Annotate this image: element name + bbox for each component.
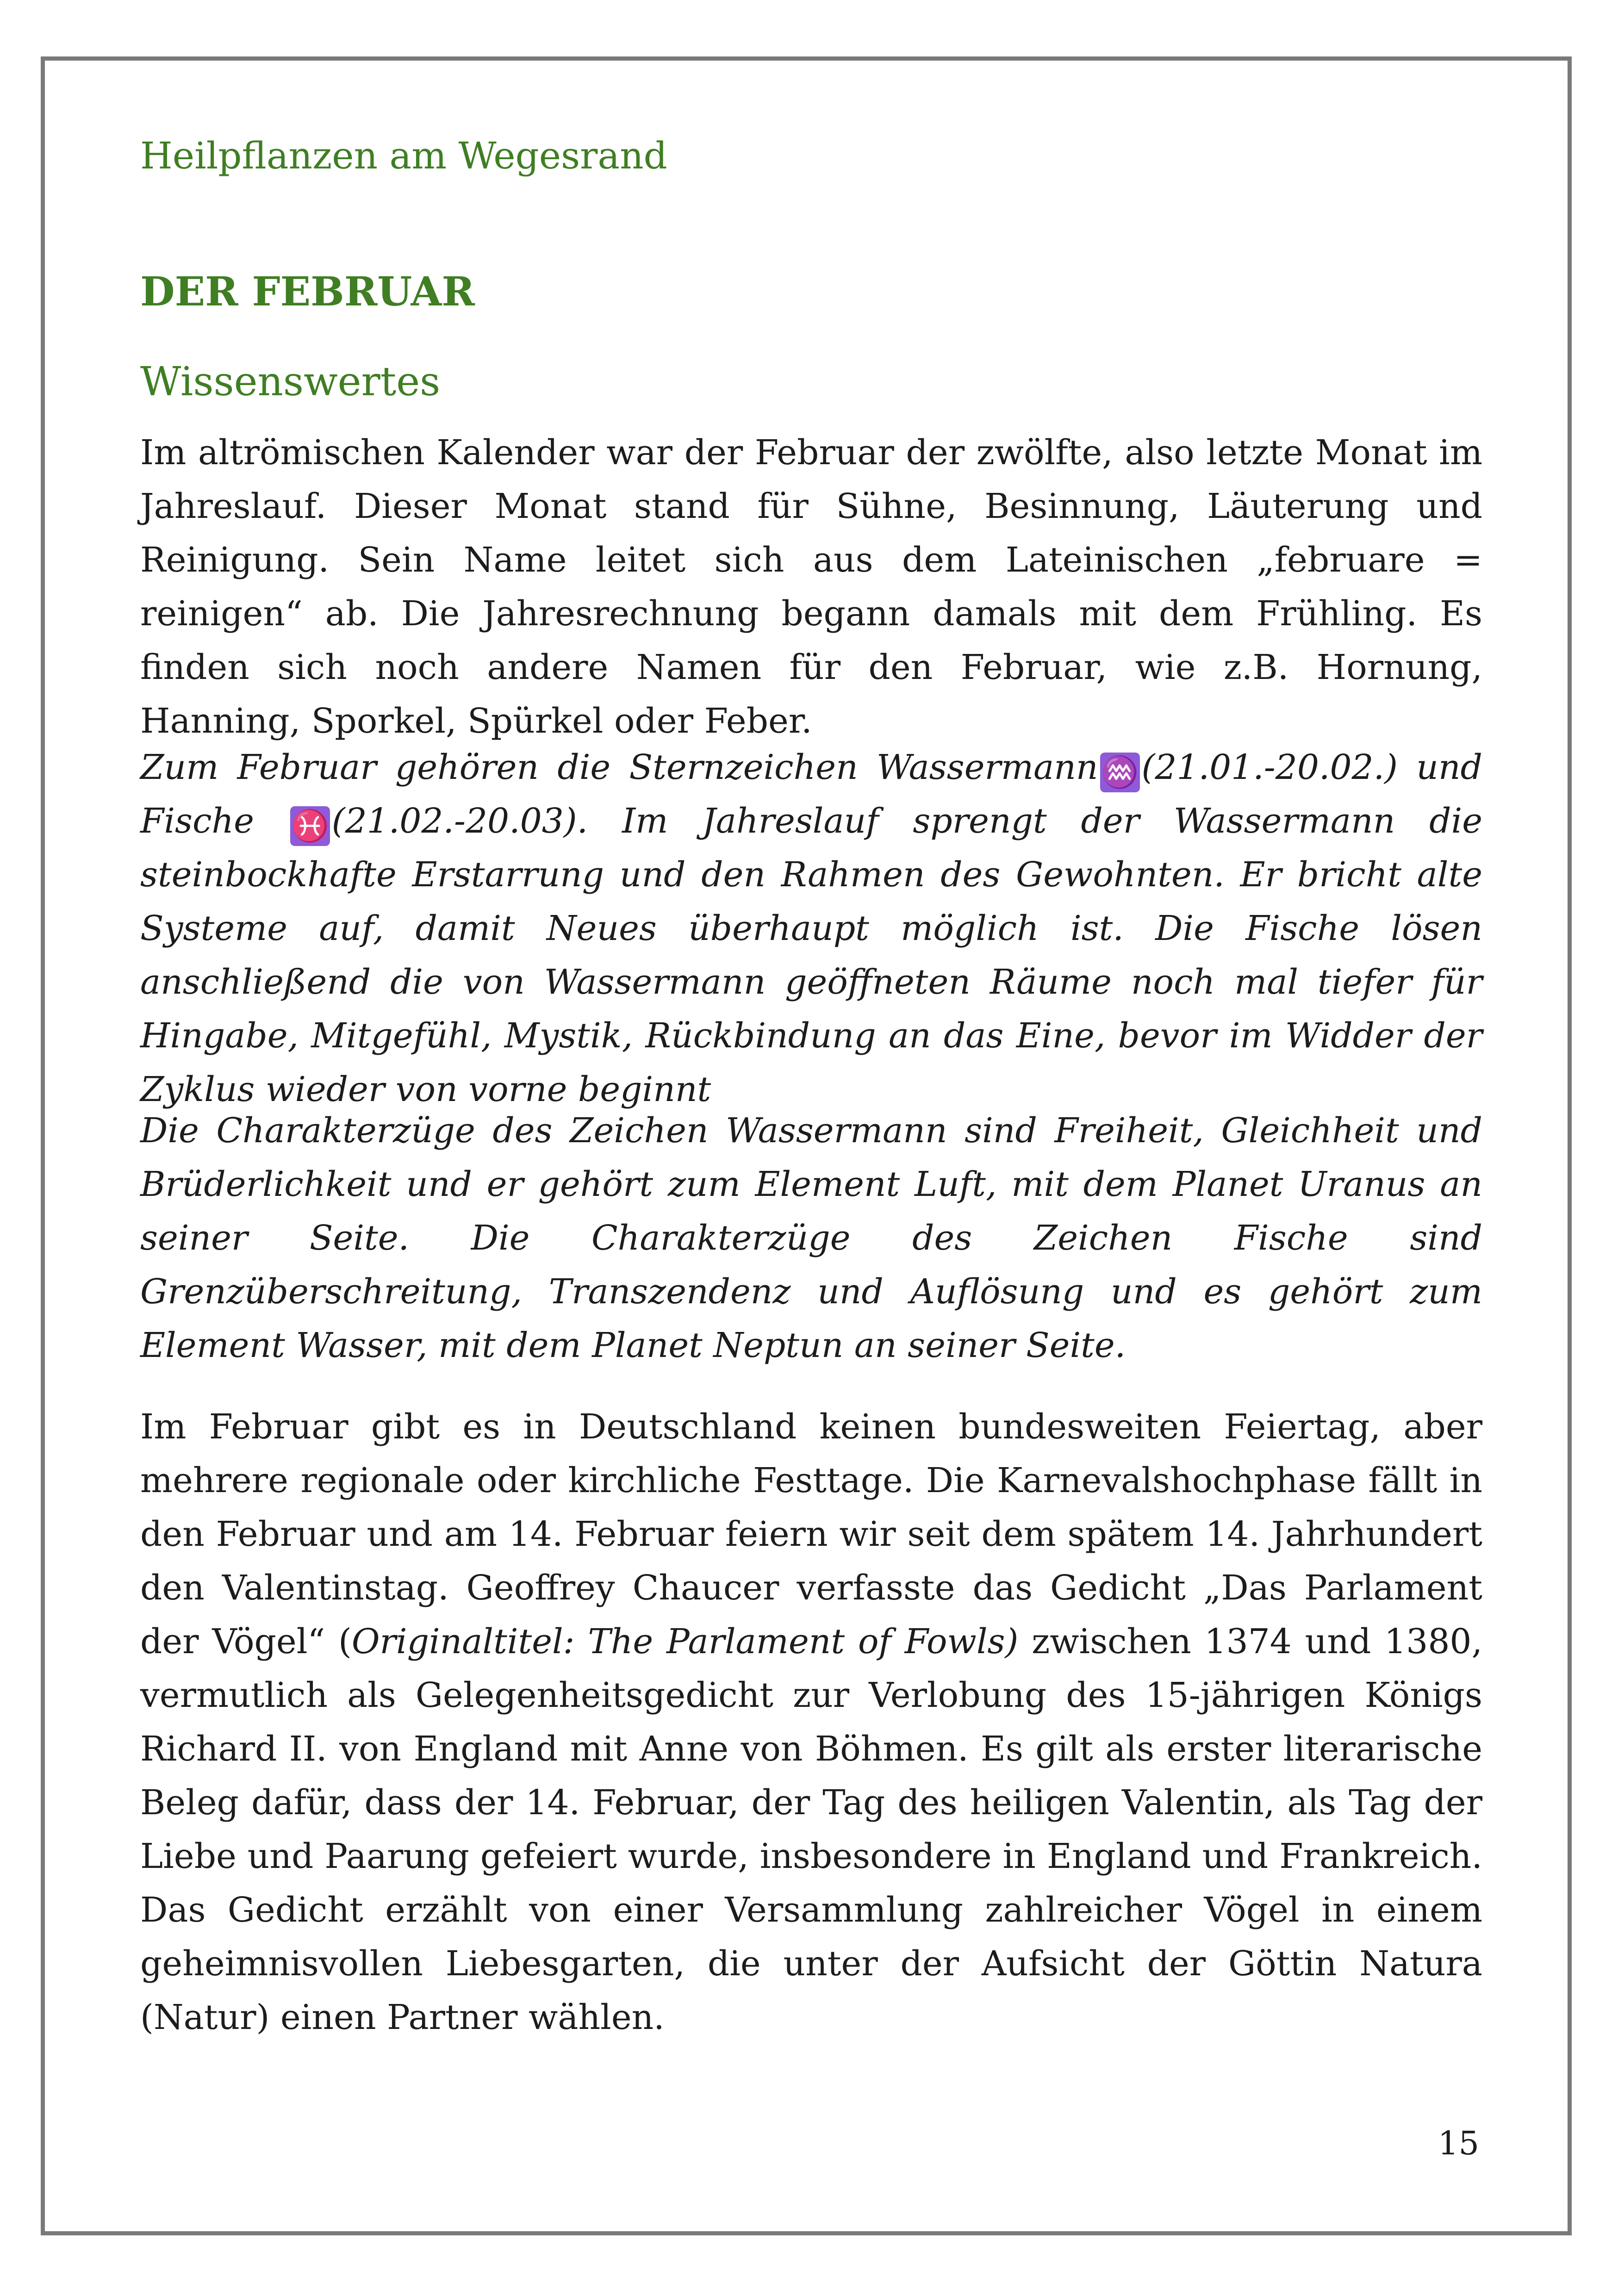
paragraph-holidays (140, 1400, 1482, 2044)
paragraph-traits-text: Die Charakterzüge des Zeichen Wassermann sind Freiheit, Gleichheit und Brüderlichkeit und er gehört zum Element Luft, mit dem Planet Uranus an seiner Seite. Die Charakterzüge des Zeichen Fische sind Grenzüberschreitung, Transzendenz und Auflösung und es gehört zum Element Wasser, mit dem Planet Neptun an seiner Seite. (140, 1111, 1482, 1365)
holidays-text-a: Im Februar gibt es in Deutschland keinen bundesweiten Feiertag, aber mehrere regionale oder kirchliche Festtage. Die Karnevalshochphase fällt in den Februar und am 14. Februar feiern wir seit dem spätem 14. Jahrhundert den Valentinstag. Geoffrey Chaucer verfasste das Gedicht „Das Parlament der Vögel“ ( (140, 1407, 1482, 1661)
zodiac-text-a: Zum Februar gehören die Sternzeichen Wassermann (140, 747, 1098, 787)
page-number: 15 (1438, 2124, 1479, 2162)
aquarius-icon: ♒ (1100, 753, 1140, 792)
paragraph-traits (140, 1104, 1482, 1372)
paragraph-history (140, 426, 1482, 748)
zodiac-text-c: (21.02.-20.03). Im Jahreslauf sprengt der Wassermann die steinbockhafte Erstarrung und den Rahmen des Gewohnten. Er bricht alte Systeme auf, damit Neues überhaupt möglich ist. Die Fische lösen anschließend die von Wassermann geöffneten Räume noch mal tiefer für Hingabe, Mitgefühl, Mystik, Rückbindung an das Eine, bevor im Widder der Zyklus wieder von vorne beginnt (140, 801, 1482, 1109)
running-header: Heilpflanzen am Wegesrand (140, 134, 667, 177)
paragraph-zodiac-text (140, 740, 1482, 1116)
pisces-icon: ♓ (290, 806, 330, 846)
holidays-text-b: zwischen 1374 und 1380, vermutlich als Gelegenheitsgedicht zur Verlobung des 15-jährigen Königs Richard II. von England mit Anne von Böhmen. Es gilt als erster literarische Beleg dafür, dass der 14. Februar, der Tag des heiligen Valentin, als Tag der Liebe und Paarung gefeiert wurde, insbesondere in England und Frankreich. Das Gedicht erzählt von einer Versammlung zahlreicher Vögel in einem geheimnisvollen Liebesgarten, die unter der Aufsicht der Göttin Natura (Natur) einen Partner wählen. (140, 1622, 1483, 2037)
section-title: Wissenswertes (140, 359, 441, 405)
chapter-title: DER FEBRUAR (140, 268, 475, 315)
paragraph-zodiac (140, 740, 1482, 1116)
zodiac-text-b: (21.01.-20.02.) und Fische (140, 747, 1482, 841)
original-title: Originaltitel: The Parlament of Fowls) (351, 1622, 1019, 1661)
paragraph-history-text: Im altrömischen Kalender war der Februar der zwölfte, also letzte Monat im Jahreslauf. Dieser Monat stand für Sühne, Besinnung, Läuterung und Reinigung. Sein Name leitet sich aus dem Lateinischen „februare = reinigen“ ab. Die Jahresrechnung begann damals mit dem Frühling. Es finden sich noch andere Namen für den Februar, wie z.B. Hornung, Hanning, Sporkel, Spürkel oder Feber. (140, 433, 1482, 741)
paragraph-holidays-text (140, 1400, 1482, 2044)
